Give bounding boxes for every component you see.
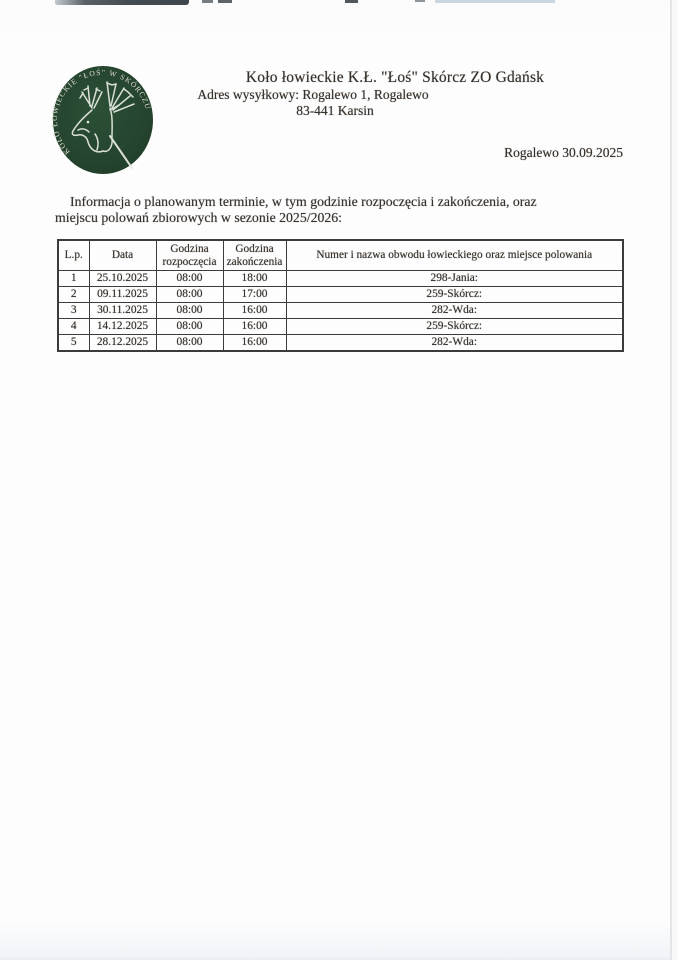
cell-district: 282-Wda:: [286, 303, 623, 319]
cell-date: 14.12.2025: [89, 319, 156, 335]
cell-end-time: 18:00: [223, 271, 286, 287]
cell-date: 09.11.2025: [89, 287, 156, 303]
cell-end-time: 16:00: [223, 319, 286, 335]
cell-date: 30.11.2025: [89, 303, 156, 319]
col-header-end-time: Godzina zakończenia: [223, 240, 286, 271]
scan-page-edge: [672, 0, 677, 960]
address-line: Adres wysyłkowy: Rogalewo 1, Rogalewo: [197, 87, 429, 102]
table-row: [58, 271, 623, 287]
table-row: [58, 287, 623, 303]
cell-lp: 1: [58, 271, 89, 287]
cell-lp: 2: [58, 287, 89, 303]
cell-lp: 3: [58, 303, 89, 319]
scan-artifact: [345, 0, 358, 3]
col-header-lp: L.p.: [58, 240, 89, 271]
table-row: [58, 335, 623, 352]
hunt-schedule-table: [57, 239, 624, 352]
cell-start-time: 08:00: [156, 319, 223, 335]
scan-artifact: [55, 0, 189, 5]
intro-line: Informacja o planowanym terminie, w tym godzinie rozpoczęcia i zakończenia, oraz: [70, 194, 537, 209]
table-row: [58, 319, 623, 335]
table-row: [58, 303, 623, 319]
cell-end-time: 16:00: [223, 303, 286, 319]
cell-district: 282-Wda:: [286, 335, 623, 352]
table-header-row: [58, 240, 623, 271]
cell-start-time: 08:00: [156, 303, 223, 319]
cell-lp: 5: [58, 335, 89, 352]
cell-district: 259-Skórcz:: [286, 287, 623, 303]
cell-start-time: 08:00: [156, 271, 223, 287]
scan-artifact: [218, 0, 232, 3]
scan-artifact: [415, 0, 425, 2]
intro-line: miejscu polowań zbiorowych w sezonie 2025/2026:: [55, 209, 342, 225]
logo-ring-text: KOŁO ŁOWIECKIE "ŁOŚ" W SKÓRCZU: [50, 67, 153, 157]
cell-district: 298-Jania:: [286, 271, 623, 287]
scan-artifact: [202, 0, 213, 3]
scan-artifact: [435, 0, 555, 3]
club-title: Koło łowieckie K.Ł. "Łoś" Skórcz ZO Gdańsk: [245, 69, 545, 86]
cell-date: 28.12.2025: [89, 335, 156, 352]
club-logo: [50, 64, 156, 176]
logo-moose-eye: [87, 121, 90, 124]
document-date: Rogalewo 30.09.2025: [504, 145, 623, 160]
city-line: 83-441 Karsin: [296, 103, 374, 118]
cell-lp: 4: [58, 319, 89, 335]
cell-start-time: 08:00: [156, 287, 223, 303]
cell-date: 25.10.2025: [89, 271, 156, 287]
cell-end-time: 16:00: [223, 335, 286, 352]
cell-district: 259-Skórcz:: [286, 319, 623, 335]
col-header-district: Numer i nazwa obwodu łowieckiego oraz miejsce polowania: [286, 240, 623, 271]
cell-start-time: 08:00: [156, 335, 223, 352]
cell-end-time: 17:00: [223, 287, 286, 303]
col-header-start-time: Godzina rozpoczęcia: [156, 240, 223, 271]
col-header-date: Data: [89, 240, 156, 271]
intro-paragraph: [55, 194, 627, 225]
